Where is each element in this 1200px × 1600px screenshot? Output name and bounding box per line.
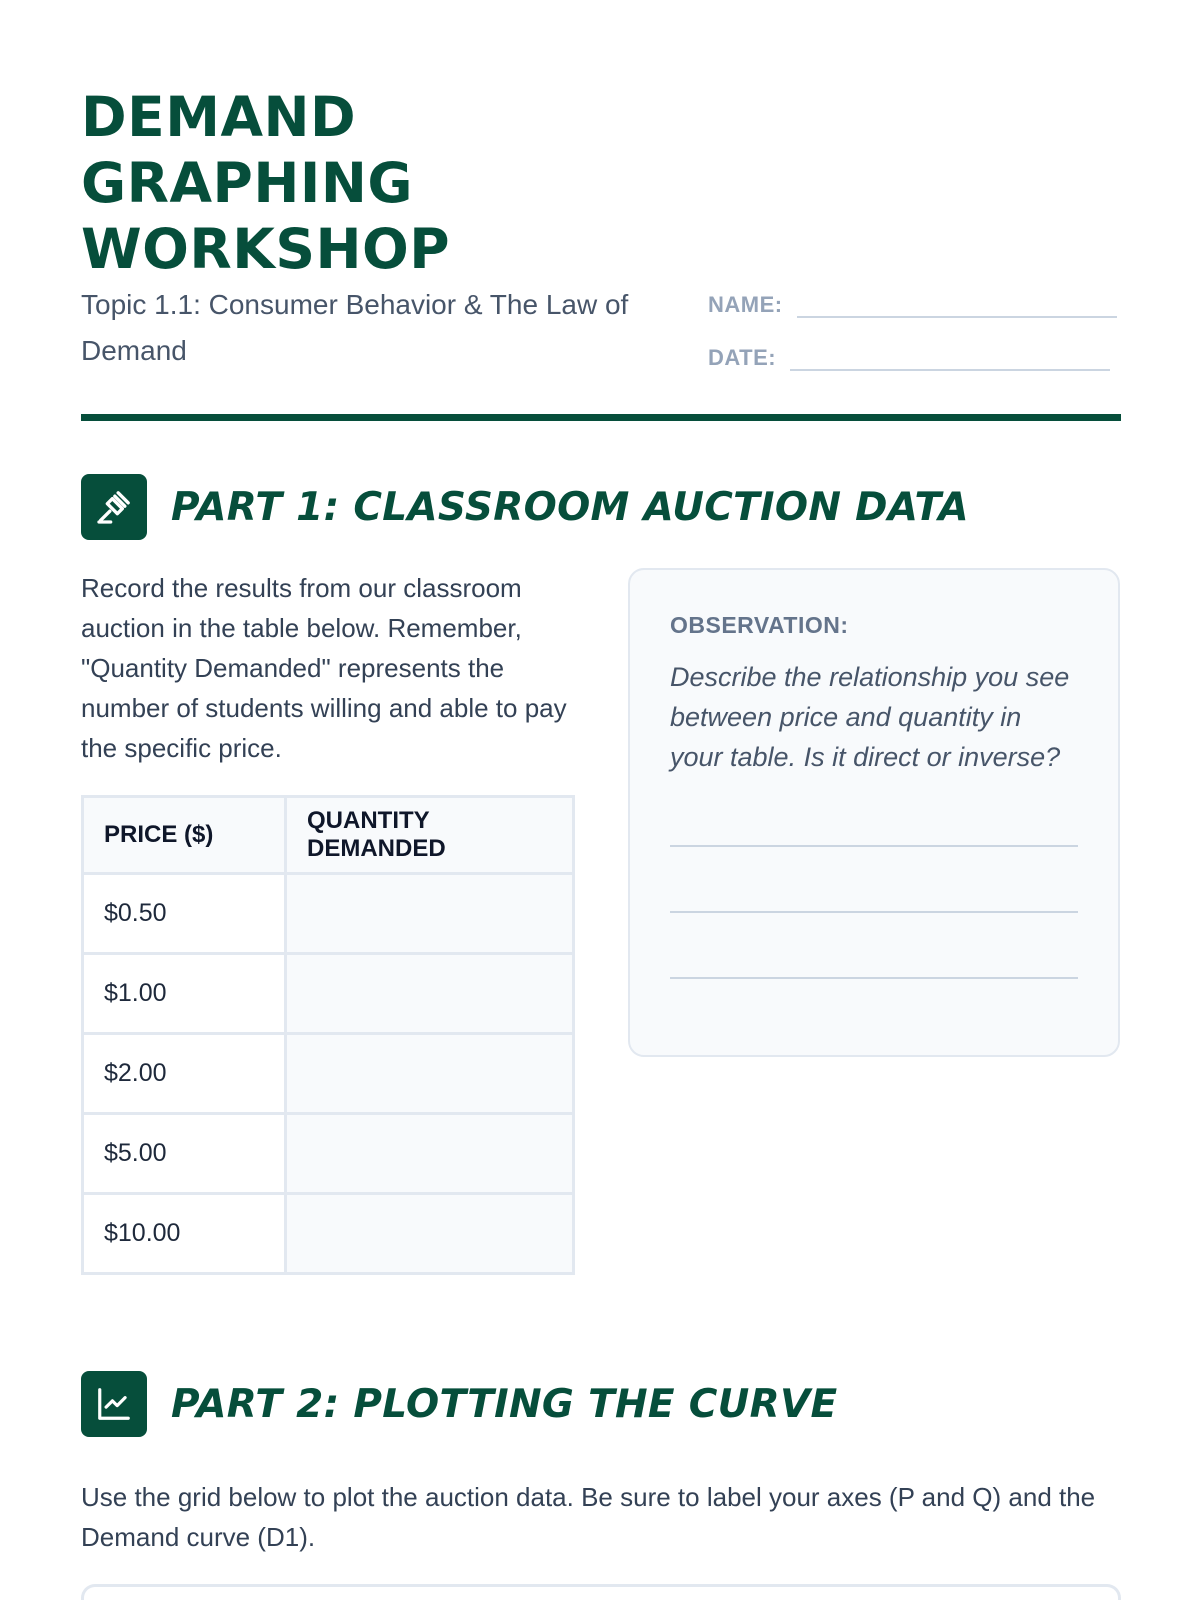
name-label: NAME: bbox=[708, 292, 783, 317]
title-line-2: GRAPHING bbox=[81, 151, 414, 215]
plotting-grid[interactable] bbox=[81, 1584, 1121, 1600]
table-row bbox=[83, 874, 574, 954]
part1-intro: Record the results from our classroom auction in the table below. Remember, "Quantity Demanded" represents the number of students willing and able to pay the specific price. bbox=[81, 573, 567, 763]
quantity-cell[interactable] bbox=[286, 1034, 574, 1114]
header-divider bbox=[81, 414, 1121, 421]
answer-line[interactable] bbox=[670, 813, 1078, 847]
part1-title: PART 1: CLASSROOM AUCTION DATA bbox=[171, 484, 969, 530]
date-line[interactable] bbox=[790, 339, 1110, 371]
observation-label: OBSERVATION: bbox=[670, 612, 849, 638]
observation-box bbox=[628, 568, 1120, 1057]
price-cell: $10.00 bbox=[83, 1194, 286, 1274]
price-column-header: PRICE ($) bbox=[83, 797, 286, 874]
part2-title: PART 2: PLOTTING THE CURVE bbox=[171, 1381, 838, 1427]
quantity-cell[interactable] bbox=[286, 1194, 574, 1274]
title-line-3: WORKSHOP bbox=[81, 217, 451, 281]
quantity-column-header: QUANTITY DEMANDED bbox=[286, 797, 574, 874]
answer-line[interactable] bbox=[670, 847, 1078, 913]
quantity-cell[interactable] bbox=[286, 874, 574, 954]
observation-prompt: Describe the relationship you see between price and quantity in your table. Is it direct or inverse? bbox=[670, 662, 1070, 772]
answer-line[interactable] bbox=[670, 913, 1078, 979]
price-cell: $5.00 bbox=[83, 1114, 286, 1194]
gavel-icon bbox=[81, 474, 147, 540]
part1-header bbox=[81, 474, 969, 540]
date-label: DATE: bbox=[708, 345, 777, 370]
part2-header bbox=[81, 1371, 837, 1437]
title-line-1: DEMAND bbox=[81, 85, 357, 149]
price-cell: $2.00 bbox=[83, 1034, 286, 1114]
date-field[interactable] bbox=[708, 339, 1110, 371]
name-field[interactable] bbox=[708, 286, 1117, 318]
price-cell: $1.00 bbox=[83, 954, 286, 1034]
price-cell: $0.50 bbox=[83, 874, 286, 954]
quantity-cell[interactable] bbox=[286, 954, 574, 1034]
table-row bbox=[83, 1194, 574, 1274]
quantity-cell[interactable] bbox=[286, 1114, 574, 1194]
table-row bbox=[83, 954, 574, 1034]
page-subtitle: Topic 1.1: Consumer Behavior & The Law of Demand bbox=[81, 289, 629, 366]
auction-table bbox=[81, 795, 575, 1275]
page-title bbox=[81, 84, 450, 282]
part2-instructions: Use the grid below to plot the auction data. Be sure to label your axes (P and Q) and the Demand curve (D1). bbox=[81, 1482, 1096, 1552]
observation-answer-lines[interactable] bbox=[670, 813, 1078, 979]
table-row bbox=[83, 1114, 574, 1194]
line-chart-icon bbox=[81, 1371, 147, 1437]
table-row bbox=[83, 1034, 574, 1114]
name-line[interactable] bbox=[797, 286, 1117, 318]
table-header-row bbox=[83, 797, 574, 874]
